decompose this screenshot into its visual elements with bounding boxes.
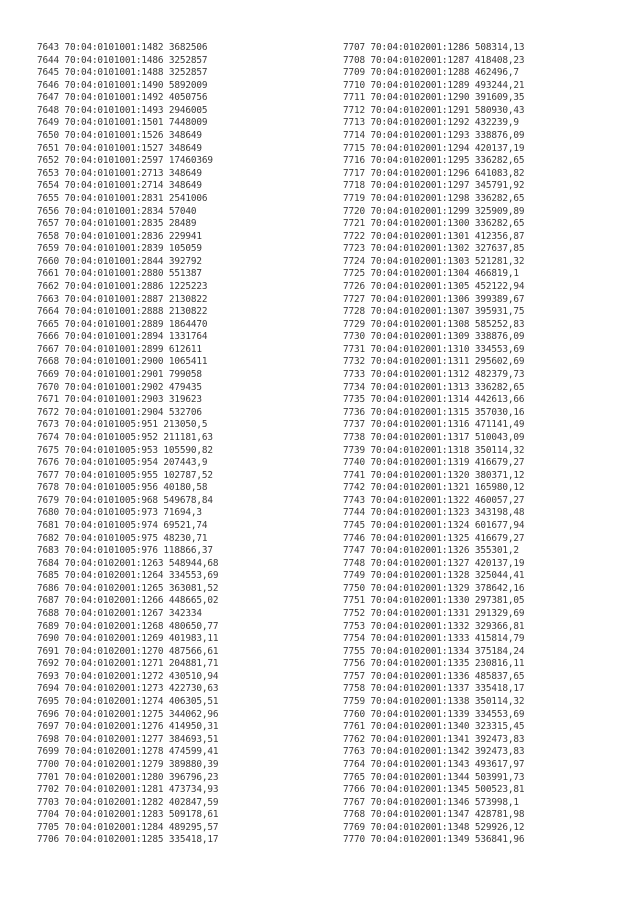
record-line: 7651 70:04:0101001:1527 348649 — [37, 142, 202, 154]
record-line: 7709 70:04:0102001:1288 462496,7 — [343, 67, 519, 79]
record-line: 7655 70:04:0101001:2831 2541006 — [37, 192, 208, 204]
record-line: 7697 70:04:0102001:1276 414950,31 — [37, 721, 219, 733]
record-line: 7720 70:04:0102001:1299 325909,89 — [343, 205, 525, 217]
record-line: 7723 70:04:0102001:1302 327637,85 — [343, 243, 525, 255]
record-line: 7744 70:04:0102001:1323 343198,48 — [343, 507, 525, 519]
record-line: 7686 70:04:0102001:1265 363081,52 — [37, 582, 219, 594]
record-line: 7705 70:04:0102001:1284 489295,57 — [37, 821, 219, 833]
record-line: 7701 70:04:0102001:1280 396796,23 — [37, 771, 219, 783]
record-line: 7661 70:04:0101001:2880 551387 — [37, 268, 202, 280]
record-line: 7754 70:04:0102001:1333 415814,79 — [343, 633, 525, 645]
record-line: 7685 70:04:0102001:1264 334553,69 — [37, 570, 219, 582]
record-line: 7760 70:04:0102001:1339 334553,69 — [343, 708, 525, 720]
record-line: 7659 70:04:0101001:2839 105059 — [37, 243, 202, 255]
record-line: 7731 70:04:0102001:1310 334553,69 — [343, 343, 525, 355]
record-line: 7647 70:04:0101001:1492 4050756 — [37, 92, 208, 104]
record-line: 7763 70:04:0102001:1342 392473,83 — [343, 746, 525, 758]
record-line: 7767 70:04:0102001:1346 573998,1 — [343, 796, 519, 808]
record-line: 7768 70:04:0102001:1347 428781,98 — [343, 809, 525, 821]
record-line: 7643 70:04:0101001:1482 3682506 — [37, 42, 208, 53]
record-line: 7727 70:04:0102001:1306 399389,67 — [343, 293, 525, 305]
record-line: 7752 70:04:0102001:1331 291329,69 — [343, 608, 525, 620]
record-line: 7717 70:04:0102001:1296 641083,82 — [343, 167, 525, 179]
record-line: 7670 70:04:0101001:2902 479435 — [37, 381, 202, 393]
record-line: 7665 70:04:0101001:2889 1864470 — [37, 318, 208, 330]
record-line: 7649 70:04:0101001:1501 7448009 — [37, 117, 208, 129]
record-line: 7677 70:04:0101005:955 102787,52 — [37, 469, 213, 481]
record-line: 7693 70:04:0102001:1272 430510,94 — [37, 670, 219, 682]
record-line: 7738 70:04:0102001:1317 510043,09 — [343, 431, 525, 443]
record-line: 7722 70:04:0102001:1301 412356,87 — [343, 230, 525, 242]
record-line: 7689 70:04:0102001:1268 480650,77 — [37, 620, 219, 632]
record-line: 7746 70:04:0102001:1325 416679,27 — [343, 532, 525, 544]
record-line: 7703 70:04:0102001:1282 402847,59 — [37, 796, 219, 808]
record-line: 7681 70:04:0101005:974 69521,74 — [37, 519, 208, 531]
record-line: 7710 70:04:0102001:1289 493244,21 — [343, 79, 525, 91]
record-line: 7715 70:04:0102001:1294 420137,19 — [343, 142, 525, 154]
record-line: 7726 70:04:0102001:1305 452122,94 — [343, 280, 525, 292]
record-line: 7695 70:04:0102001:1274 406305,51 — [37, 696, 219, 708]
record-line: 7733 70:04:0102001:1312 482379,73 — [343, 369, 525, 381]
record-line: 7702 70:04:0102001:1281 473734,93 — [37, 784, 219, 796]
record-line: 7650 70:04:0101001:1526 348649 — [37, 130, 202, 142]
record-line: 7656 70:04:0101001:2834 57040 — [37, 205, 197, 217]
record-line: 7711 70:04:0102001:1290 391609,35 — [343, 92, 525, 104]
record-line: 7691 70:04:0102001:1270 487566,61 — [37, 645, 219, 657]
record-line: 7719 70:04:0102001:1298 336282,65 — [343, 192, 525, 204]
record-line: 7663 70:04:0101001:2887 2130822 — [37, 293, 208, 305]
record-line: 7679 70:04:0101005:968 549678,84 — [37, 494, 213, 506]
record-line: 7658 70:04:0101001:2836 229941 — [37, 230, 202, 242]
record-line: 7724 70:04:0102001:1303 521281,32 — [343, 255, 525, 267]
record-line: 7753 70:04:0102001:1332 329366,81 — [343, 620, 525, 632]
record-line: 7765 70:04:0102001:1344 503991,73 — [343, 771, 525, 783]
record-line: 7645 70:04:0101001:1488 3252857 — [37, 67, 208, 79]
record-line: 7730 70:04:0102001:1309 338876,09 — [343, 331, 525, 343]
record-line: 7751 70:04:0102001:1330 297381,05 — [343, 595, 525, 607]
record-line: 7694 70:04:0102001:1273 422730,63 — [37, 683, 219, 695]
record-line: 7657 70:04:0101001:2835 28489 — [37, 218, 197, 230]
record-line: 7755 70:04:0102001:1334 375184,24 — [343, 645, 525, 657]
record-line: 7696 70:04:0102001:1275 344062,96 — [37, 708, 219, 720]
record-line: 7741 70:04:0102001:1320 380371,12 — [343, 469, 525, 481]
record-line: 7748 70:04:0102001:1327 420137,19 — [343, 557, 525, 569]
record-line: 7683 70:04:0101005:976 118866,37 — [37, 545, 213, 557]
record-line: 7742 70:04:0102001:1321 165980,12 — [343, 482, 525, 494]
record-line: 7757 70:04:0102001:1336 485837,65 — [343, 670, 525, 682]
record-line: 7750 70:04:0102001:1329 378642,16 — [343, 582, 525, 594]
record-line: 7654 70:04:0101001:2714 348649 — [37, 180, 202, 192]
record-line: 7736 70:04:0102001:1315 357030,16 — [343, 406, 525, 418]
record-line: 7732 70:04:0102001:1311 295602,69 — [343, 356, 525, 368]
record-line: 7749 70:04:0102001:1328 325044,41 — [343, 570, 525, 582]
record-line: 7712 70:04:0102001:1291 580930,43 — [343, 104, 525, 116]
record-line: 7676 70:04:0101005:954 207443,9 — [37, 457, 208, 469]
record-line: 7761 70:04:0102001:1340 323315,45 — [343, 721, 525, 733]
record-line: 7714 70:04:0102001:1293 338876,09 — [343, 130, 525, 142]
record-line: 7728 70:04:0102001:1307 395931,75 — [343, 306, 525, 318]
record-line: 7721 70:04:0102001:1300 336282,65 — [343, 218, 525, 230]
record-line: 7747 70:04:0102001:1326 355301,2 — [343, 545, 519, 557]
record-line: 7684 70:04:0102001:1263 548944,68 — [37, 557, 219, 569]
record-line: 7769 70:04:0102001:1348 529926,12 — [343, 821, 525, 833]
right-column — [343, 42, 524, 847]
record-line: 7662 70:04:0101001:2886 1225223 — [37, 280, 208, 292]
record-line: 7678 70:04:0101005:956 40180,58 — [37, 482, 208, 494]
record-line: 7673 70:04:0101005:951 213050,5 — [37, 419, 208, 431]
record-line: 7764 70:04:0102001:1343 493617,97 — [343, 758, 525, 770]
record-line: 7700 70:04:0102001:1279 389880,39 — [37, 758, 219, 770]
record-line: 7664 70:04:0101001:2888 2130822 — [37, 306, 208, 318]
record-line: 7687 70:04:0102001:1266 448665,02 — [37, 595, 219, 607]
record-line: 7743 70:04:0102001:1322 460057,27 — [343, 494, 525, 506]
record-line: 7690 70:04:0102001:1269 401983,11 — [37, 633, 219, 645]
record-line: 7668 70:04:0101001:2900 1065411 — [37, 356, 208, 368]
record-line: 7704 70:04:0102001:1283 509178,61 — [37, 809, 219, 821]
record-line: 7759 70:04:0102001:1338 350114,32 — [343, 696, 525, 708]
record-line: 7735 70:04:0102001:1314 442613,66 — [343, 394, 525, 406]
record-line: 7671 70:04:0101001:2903 319623 — [37, 394, 202, 406]
record-line: 7708 70:04:0102001:1287 418408,23 — [343, 54, 525, 66]
record-line: 7680 70:04:0101005:973 71694,3 — [37, 507, 202, 519]
record-line: 7698 70:04:0102001:1277 384693,51 — [37, 733, 219, 745]
record-line: 7762 70:04:0102001:1341 392473,83 — [343, 733, 525, 745]
record-line: 7758 70:04:0102001:1337 335418,17 — [343, 683, 525, 695]
record-line: 7713 70:04:0102001:1292 432239,9 — [343, 117, 519, 129]
record-line: 7646 70:04:0101001:1490 5892009 — [37, 79, 208, 91]
record-line: 7707 70:04:0102001:1286 508314,13 — [343, 42, 525, 53]
record-line: 7692 70:04:0102001:1271 204881,71 — [37, 658, 219, 670]
record-line: 7725 70:04:0102001:1304 466819,1 — [343, 268, 519, 280]
record-line: 7716 70:04:0102001:1295 336282,65 — [343, 155, 525, 167]
record-line: 7770 70:04:0102001:1349 536841,96 — [343, 834, 525, 846]
record-line: 7734 70:04:0102001:1313 336282,65 — [343, 381, 525, 393]
record-line: 7644 70:04:0101001:1486 3252857 — [37, 54, 208, 66]
left-column — [37, 42, 218, 847]
record-line: 7648 70:04:0101001:1493 2946005 — [37, 104, 208, 116]
record-line: 7653 70:04:0101001:2713 348649 — [37, 167, 202, 179]
record-line: 7652 70:04:0101001:2597 17460369 — [37, 155, 213, 167]
record-line: 7666 70:04:0101001:2894 1331764 — [37, 331, 208, 343]
record-line: 7667 70:04:0101001:2899 612611 — [37, 343, 202, 355]
record-line: 7674 70:04:0101005:952 211181,63 — [37, 431, 213, 443]
record-line: 7745 70:04:0102001:1324 601677,94 — [343, 519, 525, 531]
record-line: 7669 70:04:0101001:2901 799058 — [37, 369, 202, 381]
record-line: 7660 70:04:0101001:2844 392792 — [37, 255, 202, 267]
record-line: 7740 70:04:0102001:1319 416679,27 — [343, 457, 525, 469]
record-line: 7688 70:04:0102001:1267 342334 — [37, 608, 202, 620]
record-line: 7737 70:04:0102001:1316 471141,49 — [343, 419, 525, 431]
record-line: 7739 70:04:0102001:1318 350114,32 — [343, 444, 525, 456]
record-line: 7672 70:04:0101001:2904 532706 — [37, 406, 202, 418]
record-line: 7699 70:04:0102001:1278 474599,41 — [37, 746, 219, 758]
record-line: 7729 70:04:0102001:1308 585252,83 — [343, 318, 525, 330]
record-line: 7718 70:04:0102001:1297 345791,92 — [343, 180, 525, 192]
record-line: 7766 70:04:0102001:1345 500523,81 — [343, 784, 525, 796]
record-line: 7682 70:04:0101005:975 48230,71 — [37, 532, 208, 544]
record-line: 7706 70:04:0102001:1285 335418,17 — [37, 834, 219, 846]
record-line: 7756 70:04:0102001:1335 230816,11 — [343, 658, 525, 670]
record-line: 7675 70:04:0101005:953 105590,82 — [37, 444, 213, 456]
